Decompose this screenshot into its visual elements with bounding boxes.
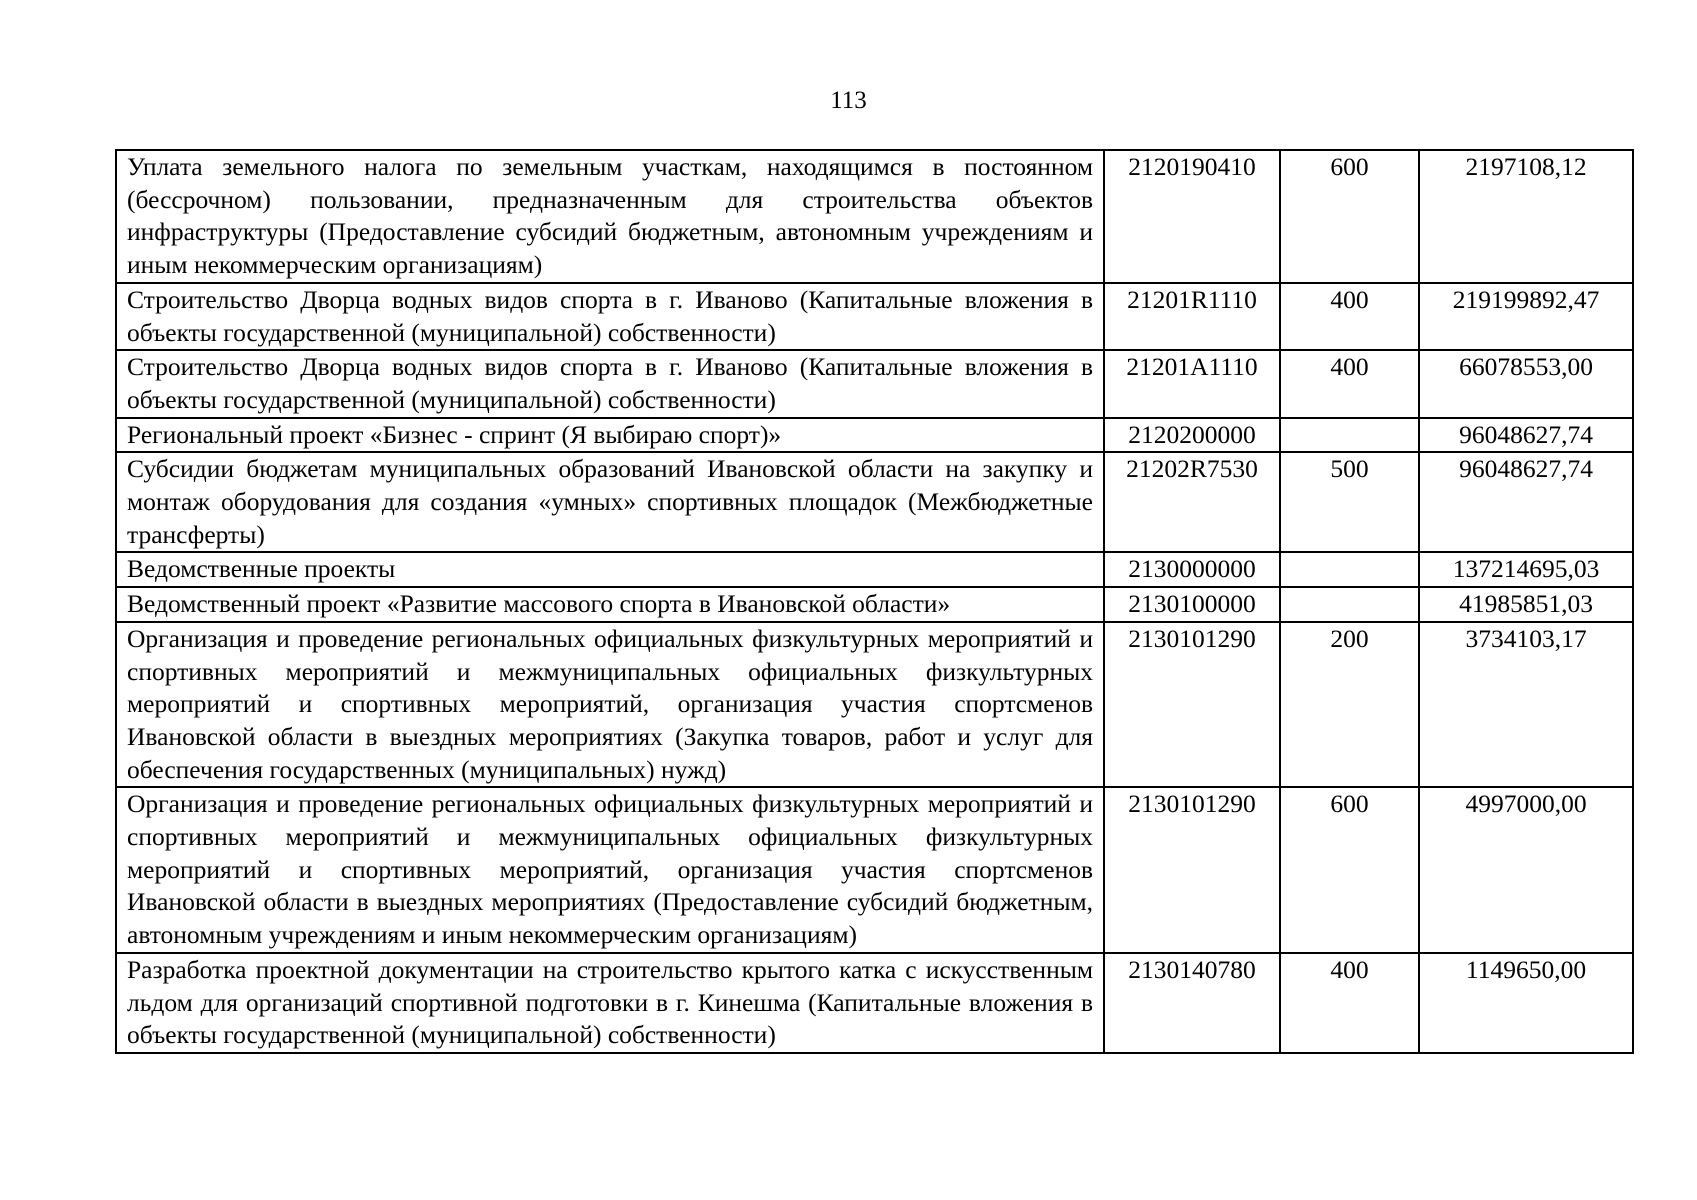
- row-target-code: 2130101290: [1104, 787, 1280, 953]
- row-description: Организация и проведение региональных официальных физкультурных мероприятий и спортивных мероприятий и межмуниципальных официальных физкультурных мероприятий и спортивных мероприятий, организация участия спортсменов Ивановской области в выездных мероприятиях (Закупка товаров, работ и услуг для обеспечения государственных (муниципальных) нужд): [116, 622, 1104, 788]
- row-description: Разработка проектной документации на строительство крытого катка с искусственным льдом для организаций спортивной подготовки в г. Кинешма (Капитальные вложения в объекты государственной (муниципальной) собственности): [116, 953, 1104, 1053]
- row-target-code: 21201R1110: [1104, 283, 1280, 350]
- row-expense-type: 400: [1280, 953, 1419, 1053]
- row-expense-type: 500: [1280, 452, 1419, 552]
- table-row: [116, 552, 1633, 587]
- row-expense-type: [1280, 418, 1419, 453]
- row-description: Строительство Дворца водных видов спорта в г. Иваново (Капитальные вложения в объекты государственной (муниципальной) собственности): [116, 350, 1104, 417]
- row-target-code: 2130101290: [1104, 622, 1280, 788]
- row-description: Уплата земельного налога по земельным участкам, находящимся в постоянном (бессрочном) пользовании, предназначенным для строительства объектов инфраструктуры (Предоставление субсидий бюджетным, автономным учреждениям и иным некоммерческим организациям): [116, 150, 1104, 283]
- row-description: Ведомственный проект «Развитие массового спорта в Ивановской области»: [116, 587, 1104, 622]
- row-expense-type: 400: [1280, 350, 1419, 417]
- row-expense-type: 600: [1280, 150, 1419, 283]
- row-amount: 137214695,03: [1419, 552, 1633, 587]
- row-target-code: 2120190410: [1104, 150, 1280, 283]
- row-amount: 4997000,00: [1419, 787, 1633, 953]
- row-target-code: 2130140780: [1104, 953, 1280, 1053]
- table-row: [116, 150, 1633, 283]
- row-description: Ведомственные проекты: [116, 552, 1104, 587]
- row-target-code: 2120200000: [1104, 418, 1280, 453]
- row-expense-type: 600: [1280, 787, 1419, 953]
- row-target-code: 2130100000: [1104, 587, 1280, 622]
- row-target-code: 2130000000: [1104, 552, 1280, 587]
- table-row: [116, 350, 1633, 417]
- page-number: 113: [830, 87, 867, 114]
- row-target-code: 21201A1110: [1104, 350, 1280, 417]
- table-row: [116, 587, 1633, 622]
- table-row: [116, 953, 1633, 1053]
- row-amount: 96048627,74: [1419, 452, 1633, 552]
- table-row: [116, 787, 1633, 953]
- budget-table: [115, 149, 1634, 1054]
- row-amount: 1149650,00: [1419, 953, 1633, 1053]
- row-amount: 96048627,74: [1419, 418, 1633, 453]
- table-row: [116, 452, 1633, 552]
- row-expense-type: 400: [1280, 283, 1419, 350]
- row-amount: 41985851,03: [1419, 587, 1633, 622]
- row-description: Региональный проект «Бизнес - спринт (Я выбираю спорт)»: [116, 418, 1104, 453]
- row-amount: 219199892,47: [1419, 283, 1633, 350]
- row-description: Субсидии бюджетам муниципальных образований Ивановской области на закупку и монтаж оборудования для создания «умных» спортивных площадок (Межбюджетные трансферты): [116, 452, 1104, 552]
- row-description: Строительство Дворца водных видов спорта в г. Иваново (Капитальные вложения в объекты государственной (муниципальной) собственности): [116, 283, 1104, 350]
- row-amount: 3734103,17: [1419, 622, 1633, 788]
- row-amount: 2197108,12: [1419, 150, 1633, 283]
- table-row: [116, 622, 1633, 788]
- table-row: [116, 283, 1633, 350]
- table-row: [116, 418, 1633, 453]
- row-target-code: 21202R7530: [1104, 452, 1280, 552]
- row-description: Организация и проведение региональных официальных физкультурных мероприятий и спортивных мероприятий и межмуниципальных официальных физкультурных мероприятий и спортивных мероприятий, организация участия спортсменов Ивановской области в выездных мероприятиях (Предоставление субсидий бюджетным, автономным учреждениям и иным некоммерческим организациям): [116, 787, 1104, 953]
- row-expense-type: 200: [1280, 622, 1419, 788]
- row-expense-type: [1280, 587, 1419, 622]
- row-expense-type: [1280, 552, 1419, 587]
- row-amount: 66078553,00: [1419, 350, 1633, 417]
